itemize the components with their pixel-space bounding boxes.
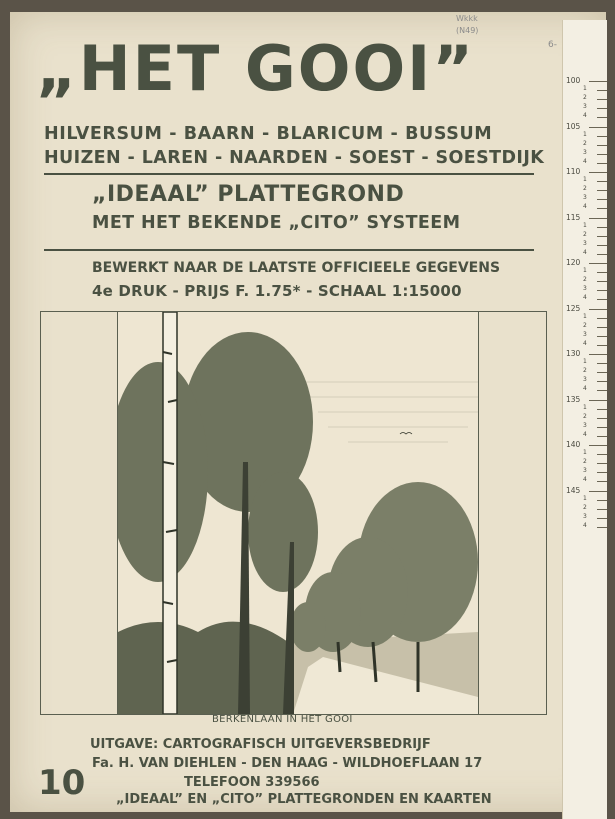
- ruler-tick: [597, 90, 607, 91]
- handwritten-note-1: Wkkk: [456, 14, 478, 23]
- ruler-minor-digit: 2: [583, 276, 587, 284]
- ruler-minor-digit: 3: [583, 103, 587, 111]
- ruler-minor-digit: 1: [583, 221, 587, 229]
- ruler-tick: [597, 336, 607, 337]
- ruler-minor-digit: 4: [583, 476, 587, 484]
- illustration-caption: BERKENLAAN IN HET GOOI: [212, 714, 353, 725]
- ruler-tick: [589, 127, 607, 128]
- ruler-minor-digit: 4: [583, 112, 587, 120]
- ruler-minor-digit: 1: [583, 176, 587, 184]
- ruler-tick: [597, 99, 607, 100]
- ruler-tick: [597, 108, 607, 109]
- ruler-tick: [597, 372, 607, 373]
- ruler-minor-digit: 4: [583, 430, 587, 438]
- ruler-label: 105: [566, 121, 581, 131]
- ruler-label: 110: [566, 167, 581, 176]
- ruler-tick: [597, 454, 607, 455]
- ruler-tick: [597, 227, 607, 228]
- subtitle-cito-systeem: MET HET BEKENDE „CITO” SYSTEEM: [92, 213, 461, 233]
- publisher-phone: TELEFOON 339566: [184, 775, 320, 790]
- subtitle-plattegrond: „IDEAAL” PLATTEGROND: [92, 182, 405, 207]
- ruler-minor-digit: 1: [583, 312, 587, 320]
- publisher-line-1: UITGAVE: CARTOGRAFISCH UITGEVERSBEDRIJF: [90, 737, 431, 752]
- ruler-minor-digit: 3: [583, 194, 587, 202]
- ruler-tick: [597, 208, 607, 209]
- ruler-tick: [597, 381, 607, 382]
- ruler-tick: [597, 299, 607, 300]
- ruler-minor-digit: 3: [583, 285, 587, 293]
- ruler-minor-digit: 3: [583, 467, 587, 475]
- ruler-minor-digit: 1: [583, 267, 587, 275]
- divider-rule-1: [44, 173, 534, 175]
- ruler-minor-digit: 4: [583, 248, 587, 256]
- ruler-tick: [597, 390, 607, 391]
- ruler-tick: [597, 327, 607, 328]
- ruler-tick: [597, 190, 607, 191]
- ruler-minor-digit: 2: [583, 458, 587, 466]
- cover-title: „HET GOOI”: [36, 32, 475, 105]
- ruler-tick: [597, 472, 607, 473]
- ruler-minor-digit: 4: [583, 339, 587, 347]
- ruler-tick: [589, 218, 607, 219]
- ruler-tick: [597, 518, 607, 519]
- ruler-minor-digit: 2: [583, 367, 587, 375]
- ruler-minor-digit: 1: [583, 85, 587, 93]
- ruler-tick: [597, 363, 607, 364]
- ruler-tick: [589, 81, 607, 82]
- measuring-ruler: [562, 20, 607, 819]
- ruler-label: 115: [566, 212, 581, 222]
- bewerkt-line: BEWERKT NAAR DE LAATSTE OFFICIEELE GEGEVENS: [92, 260, 501, 276]
- ruler-label: 145: [566, 485, 581, 495]
- ruler-tick: [597, 154, 607, 155]
- ruler-tick: [597, 500, 607, 501]
- ruler-tick: [597, 245, 607, 246]
- ruler-label: 135: [566, 394, 581, 404]
- ruler-minor-digit: 1: [583, 130, 587, 138]
- ruler-tick: [597, 427, 607, 428]
- ruler-tick: [597, 418, 607, 419]
- edition-price-scale-line: 4e DRUK - PRIJS F. 1.75* - SCHAAL 1:15000: [92, 282, 462, 300]
- ruler-minor-digit: 2: [583, 321, 587, 329]
- birch-lane-illustration: [117, 312, 479, 714]
- ruler-tick: [597, 436, 607, 437]
- towns-line-1: HILVERSUM - BAARN - BLARICUM - BUSSUM: [44, 124, 493, 144]
- ruler-minor-digit: 4: [583, 157, 587, 165]
- ruler-tick: [589, 400, 607, 401]
- ruler-tick: [597, 463, 607, 464]
- ruler-minor-digit: 4: [583, 385, 587, 393]
- ruler-tick: [597, 345, 607, 346]
- ruler-minor-digit: 3: [583, 376, 587, 384]
- ruler-tick: [597, 199, 607, 200]
- ruler-tick: [597, 290, 607, 291]
- ruler-minor-digit: 2: [583, 412, 587, 420]
- ruler-tick: [589, 491, 607, 492]
- illustration-frame: [40, 311, 547, 715]
- ruler-minor-digit: 2: [583, 185, 587, 193]
- ruler-minor-digit: 4: [583, 294, 587, 302]
- map-number: 10: [38, 763, 86, 803]
- ruler-label: 140: [566, 440, 581, 449]
- ruler-tick: [597, 318, 607, 319]
- ruler-tick: [597, 481, 607, 482]
- ruler-minor-digit: 3: [583, 148, 587, 156]
- ruler-minor-digit: 3: [583, 421, 587, 429]
- ruler-label: 120: [566, 258, 581, 267]
- ruler-label: 125: [566, 303, 581, 313]
- ruler-label: 100: [566, 76, 581, 85]
- ruler-minor-digit: 3: [583, 239, 587, 247]
- ruler-tick: [597, 509, 607, 510]
- handwritten-note-3: 6-: [548, 40, 557, 50]
- ruler-minor-digit: 4: [583, 203, 587, 211]
- ruler-minor-digit: 4: [583, 521, 587, 529]
- ruler-tick: [597, 281, 607, 282]
- handwritten-note-2: (N49): [456, 26, 479, 35]
- ruler-minor-digit: 3: [583, 330, 587, 338]
- divider-rule-2: [44, 249, 534, 251]
- publisher-line-4: „IDEAAL” EN „CITO” PLATTEGRONDEN EN KAARTEN: [116, 792, 492, 807]
- publisher-line-2: Fa. H. VAN DIEHLEN - DEN HAAG - WILDHOEFLAAN 17: [92, 756, 483, 771]
- ruler-tick: [597, 117, 607, 118]
- ruler-tick: [589, 354, 607, 355]
- ruler-tick: [589, 263, 607, 264]
- ruler-minor-digit: 2: [583, 139, 587, 147]
- ruler-tick: [589, 309, 607, 310]
- ruler-minor-digit: 2: [583, 230, 587, 238]
- ruler-tick: [597, 136, 607, 137]
- towns-line-2: HUIZEN - LAREN - NAARDEN - SOEST - SOESTDIJK: [44, 148, 545, 168]
- ruler-tick: [597, 236, 607, 237]
- ruler-tick: [597, 145, 607, 146]
- ruler-minor-digit: 1: [583, 449, 587, 457]
- ruler-tick: [597, 181, 607, 182]
- ruler-minor-digit: 3: [583, 512, 587, 520]
- ruler-tick: [597, 409, 607, 410]
- ruler-minor-digit: 1: [583, 358, 587, 366]
- ruler-tick: [589, 172, 607, 173]
- ruler-tick: [597, 527, 607, 528]
- ruler-minor-digit: 1: [583, 494, 587, 502]
- ruler-tick: [589, 445, 607, 446]
- ruler-minor-digit: 1: [583, 403, 587, 411]
- birch-lane-drawing: [118, 312, 478, 714]
- ruler-tick: [597, 272, 607, 273]
- ruler-tick: [597, 254, 607, 255]
- ruler-label: 130: [566, 349, 581, 358]
- ruler-minor-digit: 2: [583, 503, 587, 511]
- ruler-minor-digit: 2: [583, 94, 587, 102]
- ruler-tick: [597, 163, 607, 164]
